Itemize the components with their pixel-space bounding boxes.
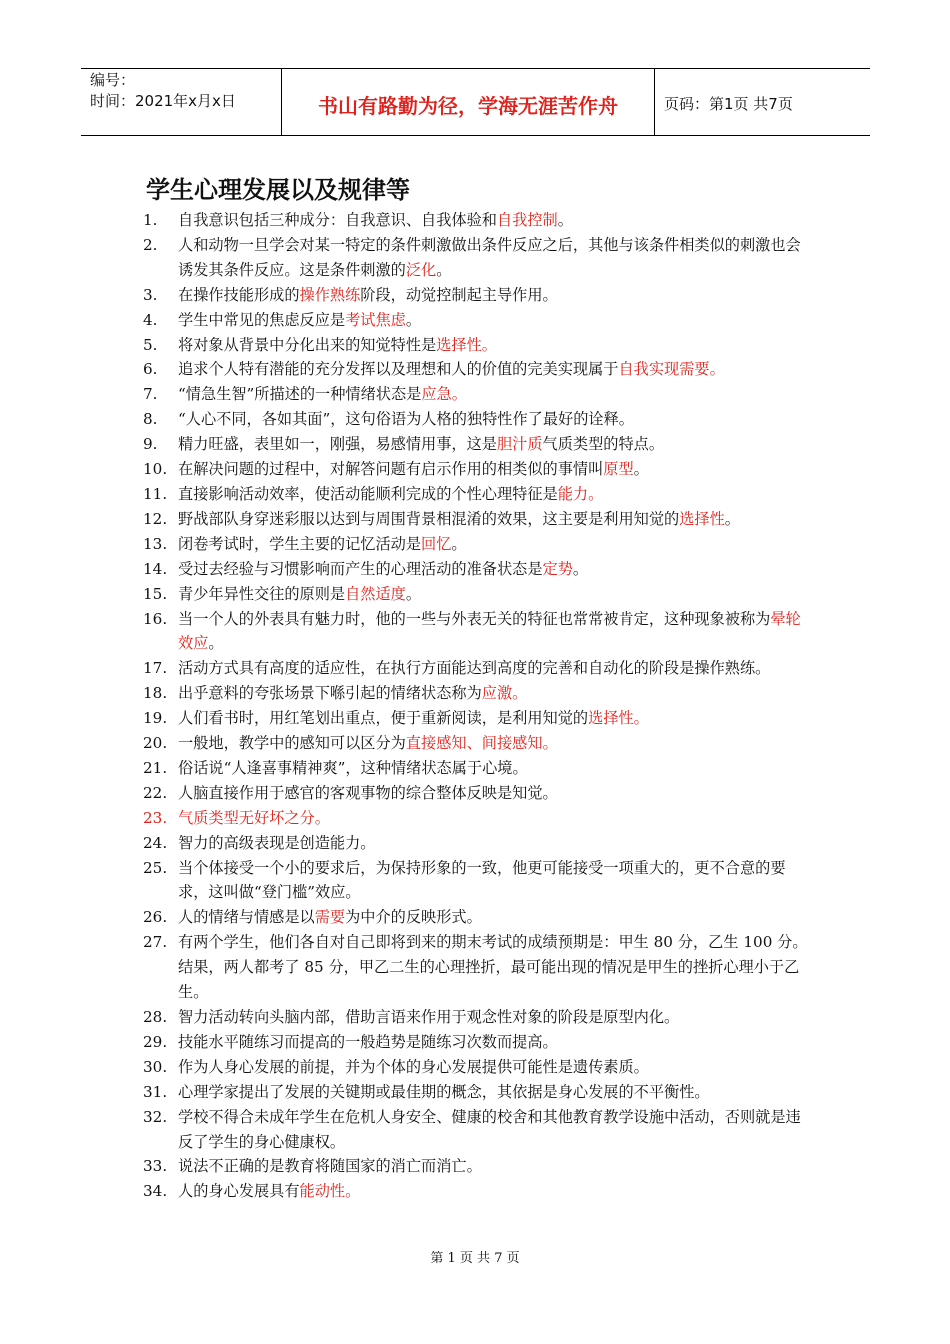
list-item-number: 32. [143, 1107, 168, 1126]
item-text-segment: 直接影响活动效率，使活动能顺利完成的个性心理特征是 [178, 484, 558, 503]
list-item-number: 29. [143, 1032, 168, 1051]
item-text-segment: 阶段，动觉控制起主导作用。 [360, 285, 558, 304]
item-text-segment: 。 [572, 559, 589, 578]
list-item-text [178, 1005, 815, 1030]
list-item [143, 1105, 815, 1155]
list-item [143, 681, 815, 706]
item-text-segment: 人的情绪与情感是以 [178, 908, 315, 927]
list-item-text [178, 532, 815, 557]
item-text-segment: 在解决问题的过程中，对解答问题有启示作用的相类似的事情叫 [178, 460, 604, 479]
list-item-text [178, 1179, 815, 1204]
list-item-text [178, 208, 815, 233]
list-item-number: 6. [143, 360, 158, 379]
list-item-number: 31. [143, 1082, 168, 1101]
list-item [143, 1179, 815, 1204]
highlighted-answer: 回忆 [421, 534, 452, 553]
item-text-segment: 一般地，教学中的感知可以区分为 [178, 734, 406, 753]
list-item [143, 333, 815, 358]
list-item [143, 781, 815, 806]
list-item-text [178, 731, 815, 756]
item-text-segment: 作为人身心发展的前提，并为个体的身心发展提供可能性是遗传素质。 [178, 1057, 649, 1076]
list-item-text [178, 706, 815, 731]
list-item [143, 432, 815, 457]
header-page-label: 页码：第1页 共7页 [664, 95, 793, 113]
list-item-number: 10. [143, 460, 168, 479]
list-item-text [178, 756, 815, 781]
list-item [143, 656, 815, 681]
list-item-text [178, 357, 815, 382]
list-item-number: 23. [143, 808, 168, 827]
list-item-text [178, 930, 815, 1005]
highlighted-answer: 原型 [603, 460, 634, 479]
item-text-segment: 有两个学生，他们各自对自己即将到来的期末考试的成绩预期是：甲生 80 分，乙生 100 分。结果，两人都考了 85 分，甲乙二生的心理挫折，最可能出现的情况是甲生的挫折心理小于乙生。 [178, 933, 808, 1002]
list-item-text [178, 1105, 815, 1155]
list-item [143, 831, 815, 856]
item-text-segment: 智力的高级表现是创造能力。 [178, 833, 376, 852]
page-title: 学生心理发展以及规律等 [146, 176, 410, 204]
list-item [143, 1030, 815, 1055]
list-item [143, 582, 815, 607]
highlighted-answer: 应激。 [481, 684, 528, 703]
list-item-number: 19. [143, 709, 168, 728]
list-item-text [178, 607, 815, 657]
list-item-text [178, 233, 815, 283]
list-item-number: 8. [143, 410, 158, 429]
list-item-text [178, 457, 815, 482]
item-text-segment: 青少年异性交往的原则是 [178, 584, 346, 603]
list-item [143, 532, 815, 557]
list-item-number: 15. [143, 584, 168, 603]
list-item-number: 1. [143, 211, 158, 229]
list-item-text [178, 681, 815, 706]
list-item-number: 28. [143, 1008, 168, 1026]
list-item-text [178, 1055, 815, 1080]
item-text-segment: 人脑直接作用于感官的客观事物的综合整体反映是知觉。 [178, 783, 558, 802]
list-item-number: 21. [143, 758, 168, 777]
header-divider-right [654, 68, 655, 136]
list-item-number: 22. [143, 783, 168, 802]
list-item-number: 18. [143, 684, 168, 703]
highlighted-answer: 选择性。 [436, 335, 497, 354]
highlighted-answer: 定势 [542, 559, 573, 578]
list-item-text [178, 1030, 815, 1055]
item-text-segment: 心理学家提出了发展的关键期或最佳期的概念，其依据是身心发展的不平衡性。 [178, 1082, 710, 1101]
list-item-number: 20. [143, 734, 168, 753]
highlighted-answer: 自我控制 [496, 211, 558, 229]
document-number-label: 编号： [90, 71, 136, 89]
list-item-number: 3. [143, 285, 158, 304]
list-item-number: 30. [143, 1057, 168, 1076]
item-text-segment: “情急生智”所描述的一种情绪状态是 [178, 385, 422, 404]
item-text-segment: 。 [451, 534, 467, 553]
list-item-number: 16. [143, 609, 168, 628]
list-item-number: 27. [143, 933, 168, 952]
item-text-segment: 人们看书时，用红笔划出重点，便于重新阅读，是利用知觉的 [178, 709, 589, 728]
item-text-segment: “人心不同，各如其面”，这句俗语为人格的独特性作了最好的诠释。 [178, 410, 634, 429]
header-top-rule [81, 68, 870, 69]
highlighted-answer: 泛化 [405, 260, 437, 279]
list-item [143, 1005, 815, 1030]
item-text-segment: 野战部队身穿迷彩服以达到与周围背景相混淆的效果，这主要是利用知觉的 [178, 509, 680, 528]
item-text-segment: 说法不正确的是教育将随国家的消亡而消亡。 [178, 1157, 482, 1176]
list-item-number: 5. [143, 335, 158, 354]
list-item-number: 26. [143, 908, 168, 927]
highlighted-answer: 胆汁质 [496, 435, 543, 454]
item-text-segment: 在操作技能形成的 [178, 285, 300, 304]
item-text-segment: 。 [405, 310, 421, 329]
list-item [143, 507, 815, 532]
list-item-text [178, 856, 815, 906]
highlighted-answer: 自然适度 [345, 584, 406, 603]
item-text-segment: 。 [208, 634, 224, 653]
list-item-number: 17. [143, 659, 168, 678]
item-text-segment: 技能水平随练习而提高的一般趋势是随练习次数而提高。 [178, 1032, 558, 1051]
document-time-label: 时间：2021年x月x日 [90, 92, 236, 110]
highlighted-answer: 晕轮效应 [178, 609, 801, 653]
item-text-segment: 学生中常见的焦虑反应是 [178, 310, 346, 329]
highlighted-answer: 选择性。 [588, 709, 649, 728]
list-item-number: 34. [143, 1182, 168, 1201]
list-item [143, 557, 815, 582]
highlighted-answer: 需要 [314, 908, 346, 927]
list-item-number: 2. [143, 235, 158, 254]
list-item-text [178, 308, 815, 333]
highlighted-answer: 能力。 [557, 484, 604, 503]
list-item-text [178, 333, 815, 358]
list-item-number: 7. [143, 385, 158, 404]
list-item [143, 756, 815, 781]
highlighted-answer: 考试焦虑 [345, 310, 406, 329]
item-text-segment: 活动方式具有高度的适应性，在执行方面能达到高度的完善和自动化的阶段是操作熟练。 [178, 659, 771, 678]
list-item-text [178, 831, 815, 856]
item-text-segment: 受过去经验与习惯影响而产生的心理活动的准备状态是 [178, 559, 543, 578]
list-item-text [178, 557, 815, 582]
list-item-number: 33. [143, 1157, 168, 1176]
list-item-number: 24. [143, 833, 168, 852]
highlighted-answer: 气质类型无好坏之分。 [178, 808, 330, 827]
list-item [143, 233, 815, 283]
item-text-segment: 闭卷考试时，学生主要的记忆活动是 [178, 534, 421, 553]
item-text-segment: 。 [724, 509, 740, 528]
list-item-text [178, 781, 815, 806]
list-item [143, 1154, 815, 1179]
list-item-text [178, 407, 815, 432]
item-text-segment: 将对象从背景中分化出来的知觉特性是 [178, 335, 437, 354]
list-item [143, 1055, 815, 1080]
list-item-number: 14. [143, 559, 168, 578]
item-text-segment: 。 [436, 260, 452, 279]
list-item [143, 482, 815, 507]
highlighted-answer: 选择性 [679, 509, 725, 528]
item-text-segment: 自我意识包括三种成分：自我意识、自我体验和 [178, 211, 497, 229]
item-text-segment: 出乎意料的夸张场景下喺引起的情绪状态称为 [178, 684, 482, 703]
item-text-segment: 气质类型的特点。 [542, 435, 664, 454]
highlighted-answer: 能动性。 [299, 1182, 361, 1201]
list-item-number: 13. [143, 534, 168, 553]
list-item [143, 930, 815, 1005]
list-item-number: 4. [143, 310, 158, 329]
item-text-segment: 学校不得合未成年学生在危机人身安全、健康的校舍和其他教育教学设施中活动，否则就是违反了学生的身心健康权。 [178, 1107, 801, 1151]
list-item [143, 905, 815, 930]
item-text-segment: 追求个人特有潜能的充分发挥以及理想和人的价值的完美实现属于 [178, 360, 619, 379]
list-item [143, 208, 815, 233]
header-motto: 书山有路勤为径，学海无涯苦作舟 [318, 94, 618, 118]
highlighted-answer: 操作熟练 [299, 285, 361, 304]
item-text-segment: 人的身心发展具有 [178, 1182, 300, 1201]
list-item-number: 9. [143, 435, 158, 454]
list-item-text [178, 382, 815, 407]
list-item-number: 12. [143, 509, 168, 528]
item-text-segment: 人和动物一旦学会对某一特定的条件刺激做出条件反应之后，其他与该条件相类似的刺激也会诱发其条件反应。这是条件刺激的 [178, 235, 801, 279]
list-item-number: 25. [143, 858, 168, 877]
item-text-segment: 当个体接受一个小的要求后，为保持形象的一致，他更可能接受一项重大的，更不合意的要求，这叫做“登门槛”效应。 [178, 858, 786, 902]
list-item [143, 706, 815, 731]
list-item-text [178, 482, 815, 507]
list-item [143, 731, 815, 756]
item-text-segment: 俗话说“人逢喜事精神爽”，这种情绪状态属于心境。 [178, 758, 528, 777]
item-text-segment: 智力活动转向头脑内部，借助言语来作用于观念性对象的阶段是原型内化。 [178, 1008, 680, 1026]
list-item [143, 407, 815, 432]
list-item [143, 607, 815, 657]
list-item [143, 308, 815, 333]
list-item-text [178, 806, 815, 831]
list-item-text [178, 582, 815, 607]
highlighted-answer: 直接感知、间接感知。 [405, 734, 558, 753]
page-footer: 第 1 页 共 7 页 [430, 1251, 520, 1266]
list-item-text [178, 283, 815, 308]
list-item [143, 1080, 815, 1105]
list-item-text [178, 905, 815, 930]
list-item [143, 382, 815, 407]
item-text-segment: 精力旺盛，表里如一，刚强，易感情用事，这是 [178, 435, 497, 454]
list-item [143, 283, 815, 308]
list-item-text [178, 507, 815, 532]
list-item [143, 457, 815, 482]
list-item-text [178, 1080, 815, 1105]
list-item [143, 357, 815, 382]
item-text-segment: 为中介的反映形式。 [345, 908, 482, 927]
item-text-segment: 。 [633, 460, 649, 479]
list-item [143, 806, 815, 831]
item-text-segment: 。 [557, 211, 573, 229]
list-item-text [178, 656, 815, 681]
numbered-list [143, 208, 815, 1204]
list-item [143, 856, 815, 906]
list-item-number: 11. [143, 484, 168, 503]
item-text-segment: 当一个人的外表具有魅力时，他的一些与外表无关的特征也常常被肯定，这种现象被称为 [178, 609, 771, 628]
header-left-cell [90, 70, 236, 112]
list-item-text [178, 432, 815, 457]
highlighted-answer: 应急。 [421, 385, 467, 404]
item-text-segment: 。 [405, 584, 421, 603]
header-bottom-rule [81, 135, 870, 136]
highlighted-answer: 自我实现需要。 [618, 360, 725, 379]
list-item-text [178, 1154, 815, 1179]
